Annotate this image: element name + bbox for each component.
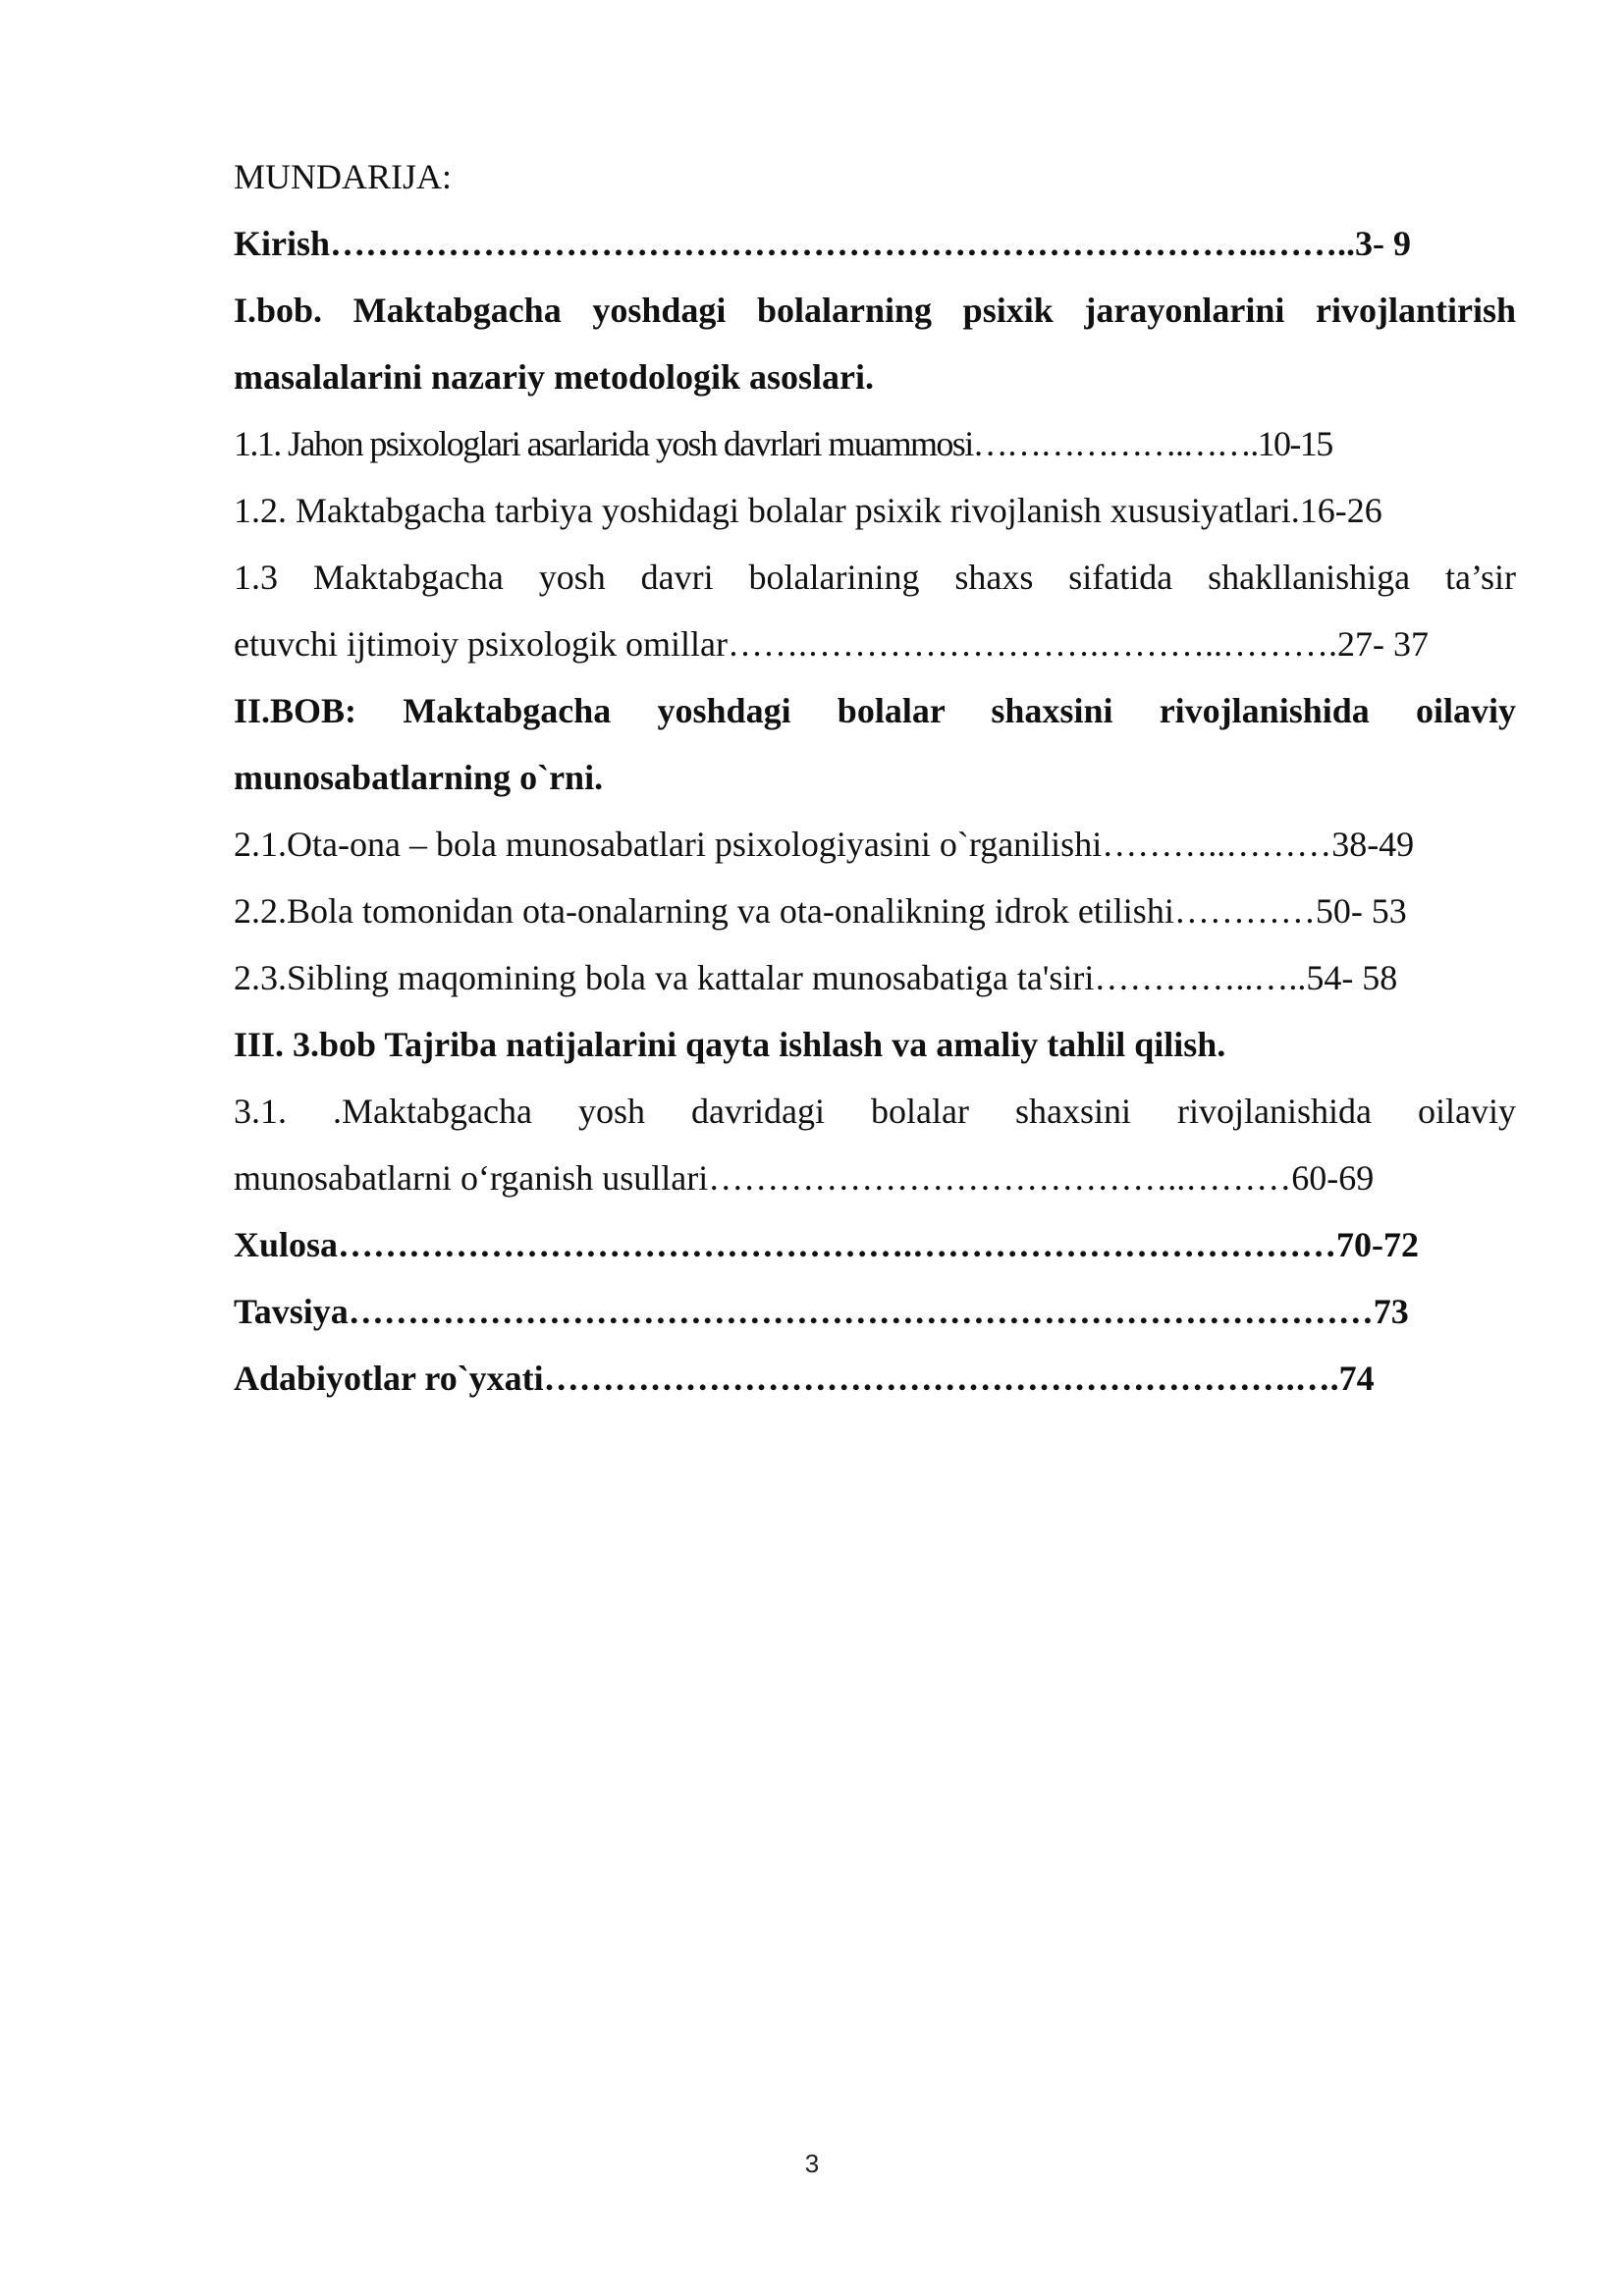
page-number: 3 [804,2149,820,2178]
toc-entry-3-1-line-2: munosabatlarni o‘rganish usullari…………………………………..………60-69 [234,1158,1375,1198]
toc-entry-2-1: 2.1.Ota-ona – bola munosabatlari psixologiyasini o`rganilishi………..………38-49 [234,825,1415,864]
toc-entry-kirish: Kirish……………………………………………………………………..……..3- 9 [234,224,1412,263]
toc-chapter-2-title-line-2: munosabatlarning o`rni. [234,758,604,797]
table-of-contents [234,143,1516,1412]
toc-entry-1-1: 1.1. Jahon psixologlari asarlarida yosh davrlari muammosi……………….…….10-15 [234,424,1332,463]
toc-chapter-1-title-line-2: masalalarini nazariy metodologik asoslari. [234,357,874,397]
toc-entry-2-3: 2.3.Sibling maqomining bola va kattalar munosabatiga ta'siri…………..…..54- 58 [234,958,1398,997]
toc-chapter-2-title-line-1: II.BOB: Maktabgacha yoshdagi bolalar shaxsini rivojlanishida oilaviy [234,691,1516,730]
toc-entry-3-1-line-1: 3.1. .Maktabgacha yosh davridagi bolalar shaxsini rivojlanishida oilaviy [234,1092,1516,1131]
toc-entry-xulosa: Xulosa………………………………………….………………………………70-72 [234,1225,1420,1264]
toc-entry-tavsiya: Tavsiya……………………………………………………………………………73 [234,1292,1409,1331]
toc-entry-1-3-line-2: etuvchi ijtimoiy psixologik omillar…….…………………….………..……….27- 37 [234,624,1429,664]
toc-entry-1-2: 1.2. Maktabgacha tarbiya yoshidagi bolalar psixik rivojlanish xususiyatlari.16-26 [234,491,1382,530]
toc-entry-2-2: 2.2.Bola tomonidan ota-onalarning va ota-onalikning idrok etilishi…………50- 53 [234,891,1407,931]
toc-heading: MUNDARIJA: [234,157,453,196]
toc-chapter-3-title: III. 3.bob Tajriba natijalarini qayta ishlash va amaliy tahlil qilish. [234,1025,1226,1064]
toc-chapter-1-title-line-1: I.bob. Maktabgacha yoshdagi bolalarning psixik jarayonlarini rivojlantirish [234,291,1516,330]
toc-entry-1-3-line-1: 1.3 Maktabgacha yosh davri bolalarining shaxs sifatida shakllanishiga ta’sir [234,558,1516,597]
toc-entry-adabiyotlar: Adabiyotlar ro`yxati……………………………………………………….….74 [234,1359,1375,1398]
